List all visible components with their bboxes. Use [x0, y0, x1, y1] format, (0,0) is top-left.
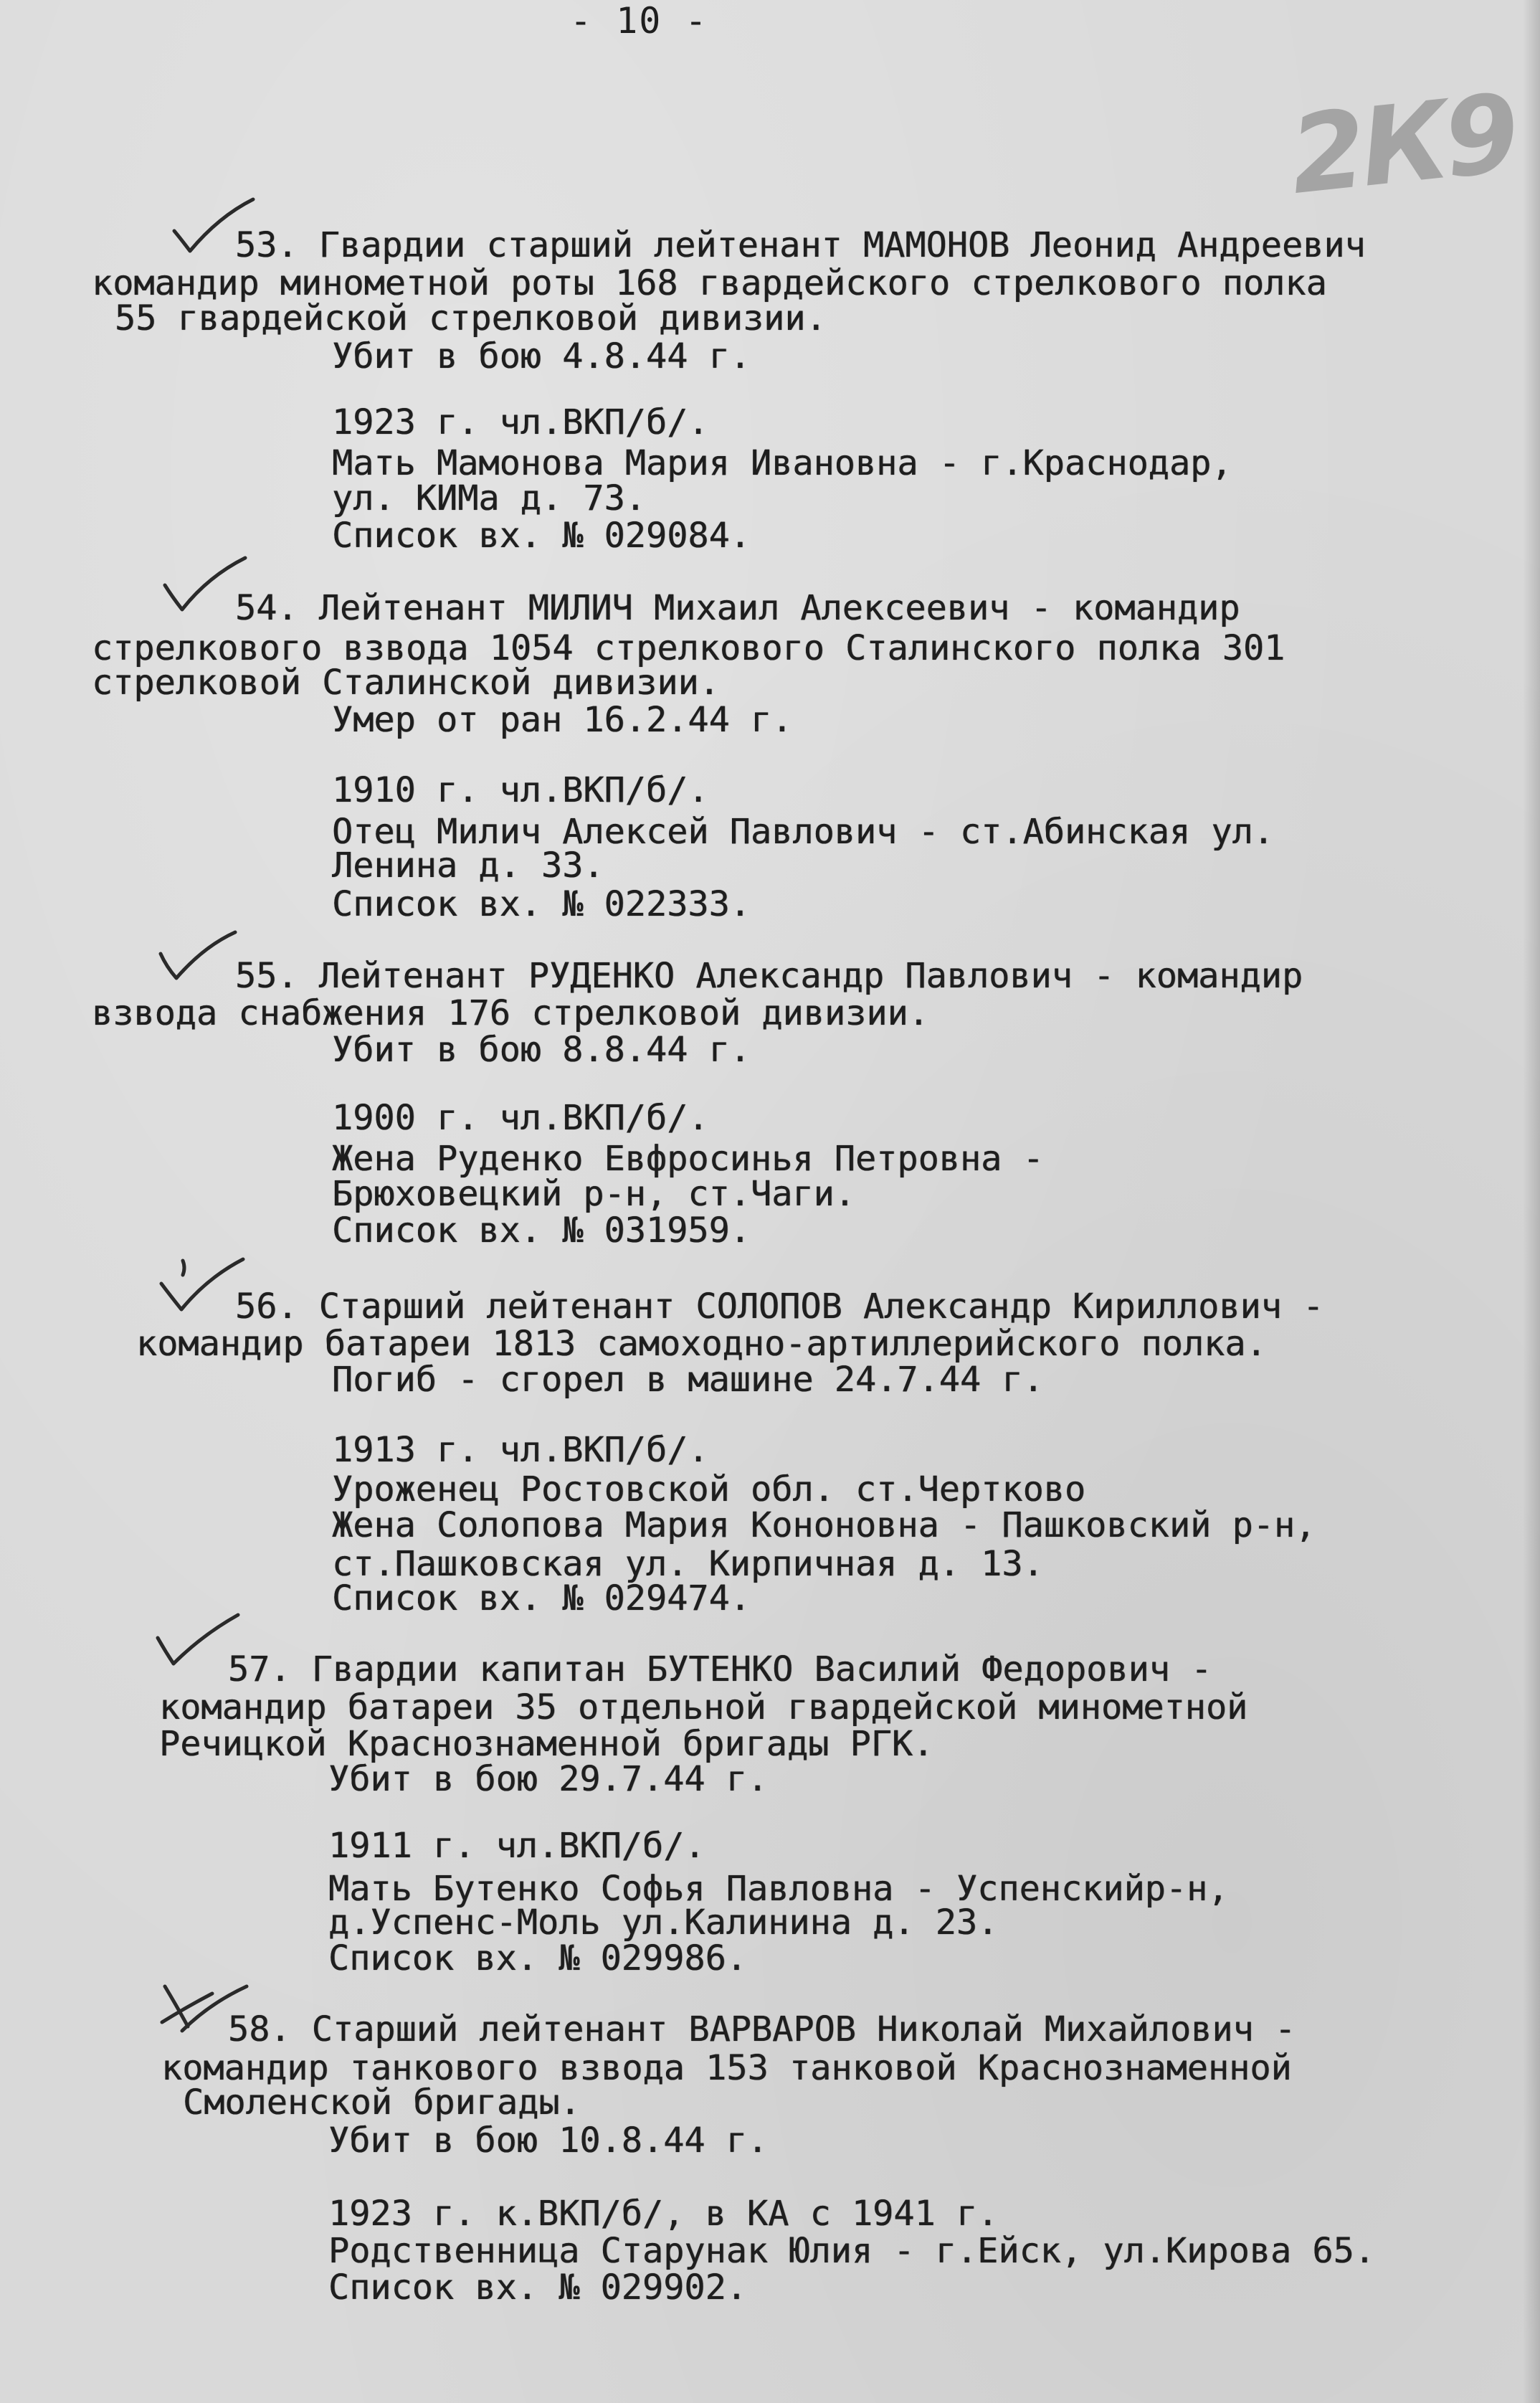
entry-53-line-5: 1923 г. чл.ВКП/б/. — [332, 402, 709, 442]
entry-54-line-8: Список вх. № 022333. — [332, 884, 751, 924]
entry-55-line-7: Список вх. № 031959. — [332, 1210, 751, 1251]
page-number: - 10 - — [570, 0, 708, 42]
entry-55-line-1: 55. Лейтенант РУДЕНКО Александр Павлович - командир — [235, 956, 1303, 996]
entry-57-line-3: Речицкой Краснознаменной бригады РГК. — [159, 1724, 934, 1764]
entry-56-line-1: 56. Старший лейтенант СОЛОПОВ Александр Кириллович - — [235, 1286, 1324, 1327]
entry-57-line-4: Убит в бою 29.7.44 г. — [328, 1759, 769, 1799]
entry-55-line-3: Убит в бою 8.8.44 г. — [332, 1030, 751, 1070]
entry-55-line-5: Жена Руденко Евфросинья Петровна - — [332, 1139, 1044, 1179]
entry-56-line-6: Жена Солопова Мария Кононовна - Пашковский р-н, — [332, 1505, 1316, 1545]
entry-58-line-2: командир танкового взвода 153 танковой Краснознаменной — [161, 2048, 1292, 2088]
entry-54-line-6: Отец Милич Алексей Павлович - ст.Абинская ул. — [332, 812, 1274, 852]
entry-58-line-4: Убит в бою 10.8.44 г. — [328, 2120, 769, 2161]
entry-56-line-4: 1913 г. чл.ВКП/б/. — [332, 1430, 709, 1470]
entry-54-line-2: стрелкового взвода 1054 стрелкового Сталинского полка 301 — [92, 628, 1285, 668]
entry-56-line-7: ст.Пашковская ул. Кирпичная д. 13. — [332, 1544, 1044, 1584]
entry-58-line-6: Родственница Старунак Юлия - г.Ейск, ул.Кирова 65. — [328, 2231, 1375, 2271]
entry-54-line-4: Умер от ран 16.2.44 г. — [332, 700, 793, 740]
entry-58-line-5: 1923 г. к.ВКП/б/, в КА с 1941 г. — [328, 2194, 999, 2234]
entry-53-line-2: командир минометной роты 168 гвардейского стрелкового полка — [92, 263, 1327, 303]
entry-54-line-5: 1910 г. чл.ВКП/б/. — [332, 770, 709, 810]
entry-53-line-8: Список вх. № 029084. — [332, 516, 751, 556]
entry-56-line-8: Список вх. № 029474. — [332, 1578, 751, 1618]
entry-54-line-1: 54. Лейтенант МИЛИЧ Михаил Алексеевич - командир — [235, 588, 1240, 628]
entry-53-line-7: ул. КИМа д. 73. — [332, 478, 646, 518]
entry-57-line-2: командир батареи 35 отдельной гвардейской минометной — [159, 1687, 1248, 1727]
entry-56-line-3: Погиб - сгорел в машине 24.7.44 г. — [332, 1360, 1044, 1400]
entry-57-line-1: 57. Гвардии капитан БУТЕНКО Василий Федорович - — [228, 1649, 1212, 1689]
entry-56-line-5: Уроженец Ростовской обл. ст.Чертково — [332, 1469, 1086, 1509]
entry-56-line-2: командир батареи 1813 самоходно-артиллерийского полка. — [136, 1324, 1267, 1364]
handwritten-archive-mark: 2К9 — [1284, 71, 1521, 219]
entry-55-line-2: взвода снабжения 176 стрелковой дивизии. — [92, 993, 929, 1033]
entry-58-line-1: 58. Старший лейтенант ВАРВАРОВ Николай Михайлович - — [228, 2009, 1296, 2049]
entry-53-line-1: 53. Гвардии старший лейтенант МАМОНОВ Леонид Андреевич — [235, 225, 1366, 265]
page-edge-shadow — [1523, 0, 1540, 2403]
entry-57-line-5: 1911 г. чл.ВКП/б/. — [328, 1826, 705, 1866]
entry-57-line-6: Мать Бутенко Софья Павловна - Успенскийр-н, — [328, 1869, 1229, 1909]
entry-58-line-7: Список вх. № 029902. — [328, 2267, 747, 2308]
entry-53-line-3: 55 гвардейской стрелковой дивизии. — [115, 298, 827, 338]
entry-53-line-4: Убит в бою 4.8.44 г. — [332, 336, 751, 376]
entry-58-line-3: Смоленской бригады. — [183, 2082, 581, 2123]
entry-53-line-6: Мать Мамонова Мария Ивановна - г.Краснодар, — [332, 443, 1232, 483]
entry-54-line-3: стрелковой Сталинской дивизии. — [92, 663, 720, 703]
entry-55-line-4: 1900 г. чл.ВКП/б/. — [332, 1098, 709, 1138]
entry-57-line-7: д.Успенс-Моль ул.Калинина д. 23. — [328, 1902, 999, 1943]
entry-57-line-8: Список вх. № 029986. — [328, 1938, 747, 1978]
entry-54-line-7: Ленина д. 33. — [332, 845, 604, 886]
entry-55-line-6: Брюховецкий р-н, ст.Чаги. — [332, 1174, 855, 1214]
